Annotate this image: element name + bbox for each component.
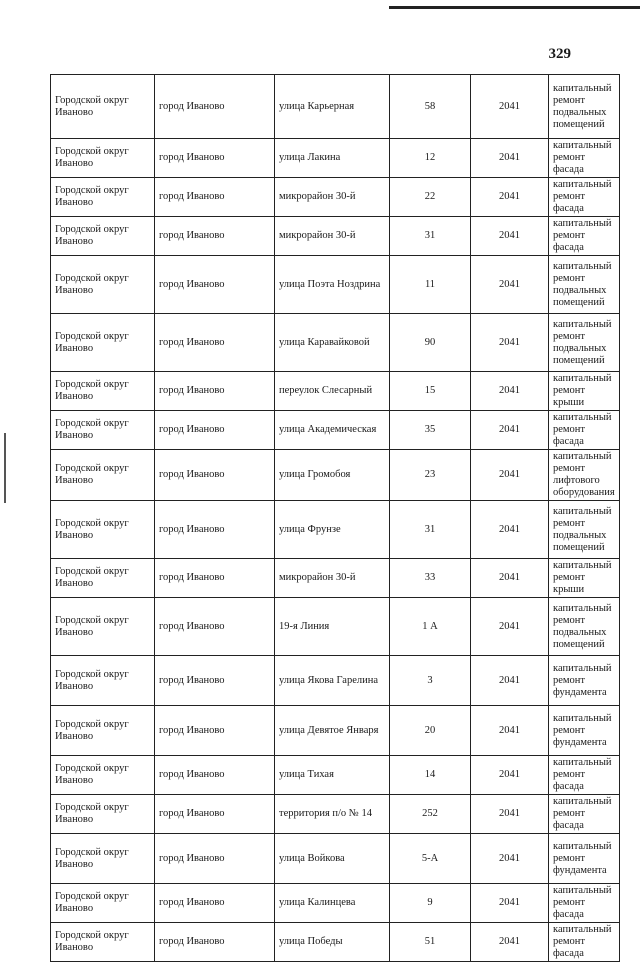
table-row	[51, 501, 620, 559]
city-cell: город Иваново	[155, 756, 275, 795]
work-type-cell: капитальный ремонт фасада	[549, 217, 620, 256]
work-type-cell: капитальный ремонт крыши	[549, 372, 620, 411]
work-type-cell: капитальный ремонт фасада	[549, 139, 620, 178]
okrug-cell: Городской округ Иваново	[51, 656, 155, 706]
street-cell: улица Тихая	[275, 756, 390, 795]
address-register-table	[50, 74, 620, 962]
city-cell: город Иваново	[155, 411, 275, 450]
table-row	[51, 139, 620, 178]
street-cell: 19-я Линия	[275, 598, 390, 656]
okrug-cell: Городской округ Иваново	[51, 372, 155, 411]
okrug-cell: Городской округ Иваново	[51, 217, 155, 256]
table-row	[51, 372, 620, 411]
work-type-cell: капитальный ремонт фундамента	[549, 656, 620, 706]
street-cell: улица Каравайковой	[275, 314, 390, 372]
city-cell: город Иваново	[155, 139, 275, 178]
top-rule	[389, 6, 640, 9]
table-row	[51, 923, 620, 962]
okrug-cell: Городской округ Иваново	[51, 501, 155, 559]
street-cell: улица Лакина	[275, 139, 390, 178]
okrug-cell: Городской округ Иваново	[51, 923, 155, 962]
house-number-cell: 9	[390, 884, 471, 923]
work-type-cell: капитальный ремонт подвальных помещений	[549, 501, 620, 559]
year-cell: 2041	[471, 256, 549, 314]
okrug-cell: Городской округ Иваново	[51, 795, 155, 834]
city-cell: город Иваново	[155, 559, 275, 598]
table-row	[51, 75, 620, 139]
street-cell: микрорайон 30-й	[275, 178, 390, 217]
okrug-cell: Городской округ Иваново	[51, 834, 155, 884]
work-type-cell: капитальный ремонт подвальных помещений	[549, 314, 620, 372]
street-cell: улица Войкова	[275, 834, 390, 884]
city-cell: город Иваново	[155, 256, 275, 314]
city-cell: город Иваново	[155, 656, 275, 706]
house-number-cell: 20	[390, 706, 471, 756]
year-cell: 2041	[471, 656, 549, 706]
street-cell: переулок Слесарный	[275, 372, 390, 411]
house-number-cell: 252	[390, 795, 471, 834]
table-row	[51, 834, 620, 884]
year-cell: 2041	[471, 559, 549, 598]
street-cell: улица Громобоя	[275, 450, 390, 501]
okrug-cell: Городской округ Иваново	[51, 411, 155, 450]
okrug-cell: Городской округ Иваново	[51, 75, 155, 139]
city-cell: город Иваново	[155, 598, 275, 656]
year-cell: 2041	[471, 178, 549, 217]
table-row	[51, 756, 620, 795]
house-number-cell: 51	[390, 923, 471, 962]
street-cell: микрорайон 30-й	[275, 217, 390, 256]
year-cell: 2041	[471, 314, 549, 372]
year-cell: 2041	[471, 372, 549, 411]
year-cell: 2041	[471, 217, 549, 256]
house-number-cell: 11	[390, 256, 471, 314]
table-row	[51, 559, 620, 598]
work-type-cell: капитальный ремонт подвальных помещений	[549, 75, 620, 139]
work-type-cell: капитальный ремонт фасада	[549, 178, 620, 217]
house-number-cell: 1 А	[390, 598, 471, 656]
table-row	[51, 450, 620, 501]
work-type-cell: капитальный ремонт фасада	[549, 411, 620, 450]
year-cell: 2041	[471, 139, 549, 178]
okrug-cell: Городской округ Иваново	[51, 884, 155, 923]
table-row	[51, 411, 620, 450]
table-row	[51, 795, 620, 834]
street-cell: улица Академическая	[275, 411, 390, 450]
work-type-cell: капитальный ремонт фундамента	[549, 834, 620, 884]
okrug-cell: Городской округ Иваново	[51, 450, 155, 501]
okrug-cell: Городской округ Иваново	[51, 139, 155, 178]
city-cell: город Иваново	[155, 450, 275, 501]
table-row	[51, 314, 620, 372]
house-number-cell: 23	[390, 450, 471, 501]
city-cell: город Иваново	[155, 884, 275, 923]
year-cell: 2041	[471, 756, 549, 795]
work-type-cell: капитальный ремонт фасада	[549, 923, 620, 962]
city-cell: город Иваново	[155, 834, 275, 884]
work-type-cell: капитальный ремонт фасада	[549, 756, 620, 795]
street-cell: улица Калинцева	[275, 884, 390, 923]
okrug-cell: Городской округ Иваново	[51, 756, 155, 795]
table-row	[51, 178, 620, 217]
work-type-cell: капитальный ремонт фасада	[549, 884, 620, 923]
year-cell: 2041	[471, 795, 549, 834]
year-cell: 2041	[471, 501, 549, 559]
city-cell: город Иваново	[155, 217, 275, 256]
work-type-cell: капитальный ремонт подвальных помещений	[549, 256, 620, 314]
year-cell: 2041	[471, 923, 549, 962]
house-number-cell: 90	[390, 314, 471, 372]
street-cell: улица Победы	[275, 923, 390, 962]
street-cell: улица Фрунзе	[275, 501, 390, 559]
street-cell: территория п/о № 14	[275, 795, 390, 834]
street-cell: улица Якова Гарелина	[275, 656, 390, 706]
margin-scan-mark	[4, 433, 6, 503]
work-type-cell: капитальный ремонт подвальных помещений	[549, 598, 620, 656]
okrug-cell: Городской округ Иваново	[51, 559, 155, 598]
street-cell: улица Карьерная	[275, 75, 390, 139]
city-cell: город Иваново	[155, 923, 275, 962]
work-type-cell: капитальный ремонт фундамента	[549, 706, 620, 756]
table-row	[51, 656, 620, 706]
house-number-cell: 33	[390, 559, 471, 598]
street-cell: микрорайон 30-й	[275, 559, 390, 598]
house-number-cell: 31	[390, 217, 471, 256]
year-cell: 2041	[471, 411, 549, 450]
house-number-cell: 3	[390, 656, 471, 706]
okrug-cell: Городской округ Иваново	[51, 256, 155, 314]
work-type-cell: капитальный ремонт фасада	[549, 795, 620, 834]
table-body	[51, 75, 620, 962]
house-number-cell: 31	[390, 501, 471, 559]
page-number: 329	[548, 46, 571, 62]
city-cell: город Иваново	[155, 372, 275, 411]
year-cell: 2041	[471, 75, 549, 139]
table-row	[51, 706, 620, 756]
table-row	[51, 598, 620, 656]
city-cell: город Иваново	[155, 501, 275, 559]
okrug-cell: Городской округ Иваново	[51, 178, 155, 217]
city-cell: город Иваново	[155, 75, 275, 139]
table-row	[51, 217, 620, 256]
okrug-cell: Городской округ Иваново	[51, 706, 155, 756]
house-number-cell: 5-А	[390, 834, 471, 884]
city-cell: город Иваново	[155, 706, 275, 756]
city-cell: город Иваново	[155, 314, 275, 372]
year-cell: 2041	[471, 884, 549, 923]
table-row	[51, 884, 620, 923]
street-cell: улица Девятое Января	[275, 706, 390, 756]
house-number-cell: 14	[390, 756, 471, 795]
street-cell: улица Поэта Ноздрина	[275, 256, 390, 314]
work-type-cell: капитальный ремонт крыши	[549, 559, 620, 598]
year-cell: 2041	[471, 834, 549, 884]
house-number-cell: 22	[390, 178, 471, 217]
work-type-cell: капитальный ремонт лифтового оборудования	[549, 450, 620, 501]
year-cell: 2041	[471, 598, 549, 656]
house-number-cell: 35	[390, 411, 471, 450]
year-cell: 2041	[471, 450, 549, 501]
table-row	[51, 256, 620, 314]
house-number-cell: 15	[390, 372, 471, 411]
city-cell: город Иваново	[155, 795, 275, 834]
okrug-cell: Городской округ Иваново	[51, 314, 155, 372]
house-number-cell: 12	[390, 139, 471, 178]
city-cell: город Иваново	[155, 178, 275, 217]
year-cell: 2041	[471, 706, 549, 756]
house-number-cell: 58	[390, 75, 471, 139]
okrug-cell: Городской округ Иваново	[51, 598, 155, 656]
